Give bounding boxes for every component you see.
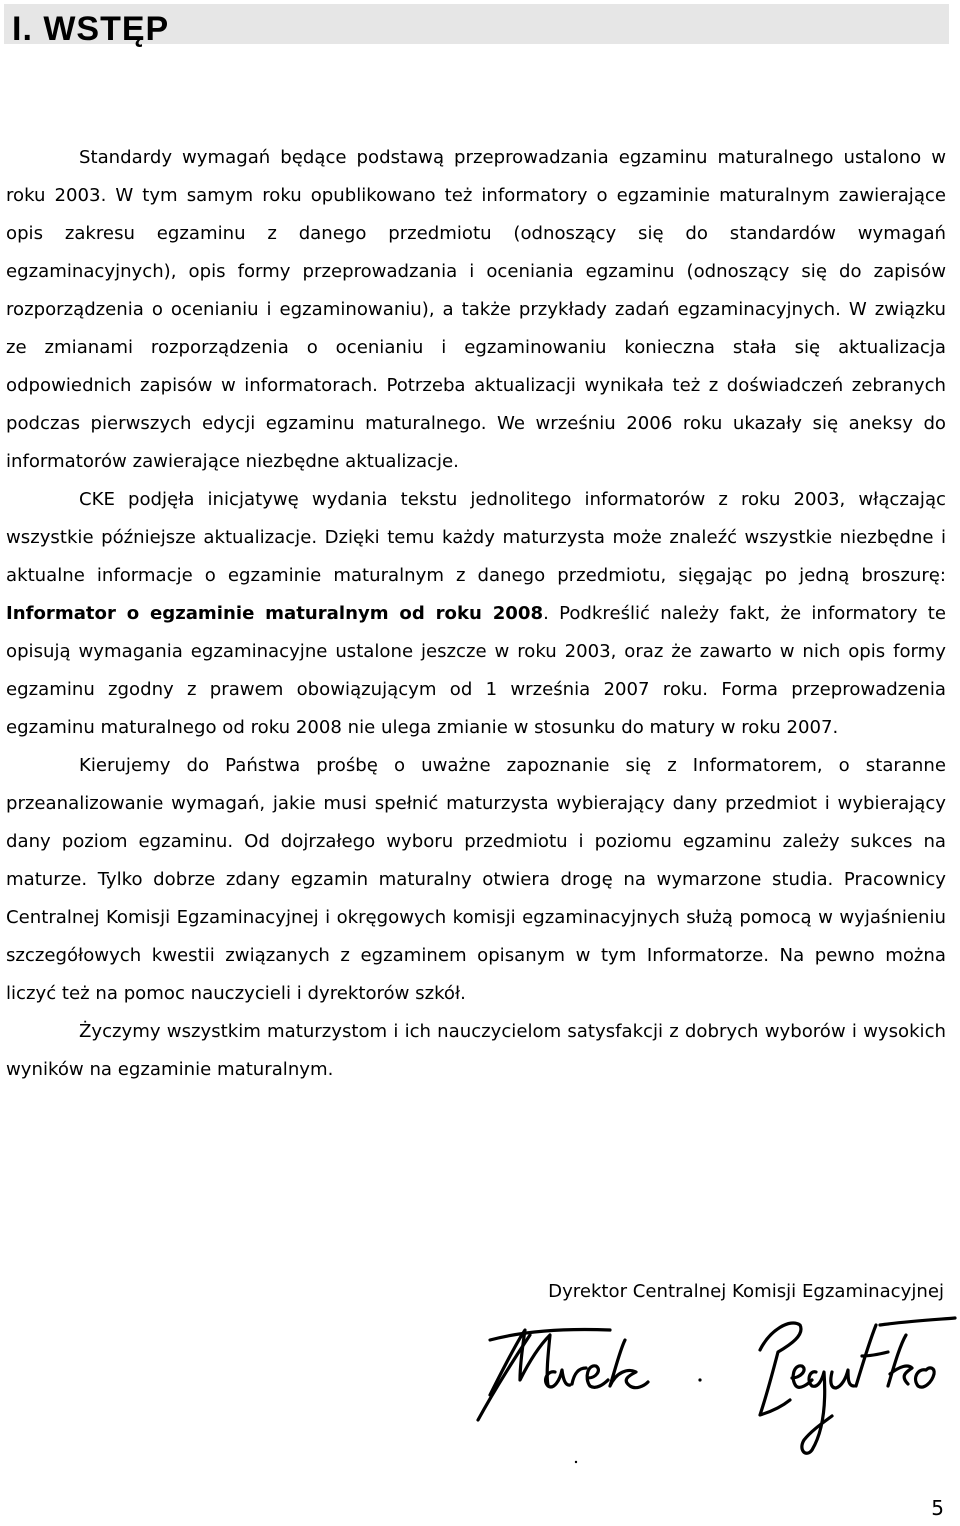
paragraph-text: . Podkreślić należy fakt, że informatory te opisują wymagania egzaminacyjne ustalone jeszcze w roku 2003, oraz że zawarto w nich opis formy egzaminu zgodny z prawem obowiązującym od 1 września 2007 roku. Forma przeprowadzenia egzaminu maturalnego od roku 2008 nie ulega zmianie w stosunku do matury w roku 2007.	[6, 603, 946, 738]
section-heading: I. WSTĘP	[12, 10, 170, 48]
paragraph	[6, 1013, 946, 1089]
publication-title: Informator o egzaminie maturalnym od roku 2008	[6, 603, 544, 624]
paragraph-text: Kierujemy do Państwa prośbę o uważne zapoznanie się z Informatorem, o staranne przeanalizowanie wymagań, jakie musi spełnić maturzysta wybierający dany przedmiot i wybierający dany poziom egzaminu. Od dojrzałego wyboru przedmiotu i poziomu egzaminu zależy sukces na maturze. Tylko dobrze zdany egzamin maturalny otwiera drogę na wymarzone studia. Pracownicy Centralnej Komisji Egzaminacyjnej i okręgowych komisji egzaminacyjnych służą pomocą w wyjaśnieniu szczegółowych kwestii związanych z egzaminem opisanym w tym Informatorze. Na pewno można liczyć też na pomoc nauczycieli i dyrektorów szkół.	[6, 755, 946, 1004]
signature-title: Dyrektor Centralnej Komisji Egzaminacyjnej	[548, 1281, 944, 1302]
paragraph	[6, 747, 946, 1013]
document-body	[6, 139, 946, 1089]
paragraph-text: Życzymy wszystkim maturzystom i ich nauczycielom satysfakcji z dobrych wyborów i wysokich wyników na egzaminie maturalnym.	[6, 1021, 946, 1080]
paragraph	[6, 481, 946, 747]
paragraph-text: CKE podjęła inicjatywę wydania tekstu jednolitego informatorów z roku 2003, włączając wszystkie późniejsze aktualizacje. Dzięki temu każdy maturzysta może znaleźć wszystkie niezbędne i aktualne informacje o egzaminie maturalnym z danego przedmiotu, sięgając po jedną broszurę:	[6, 489, 946, 586]
handwritten-signature	[460, 1300, 960, 1470]
paragraph-text: Standardy wymagań będące podstawą przeprowadzania egzaminu maturalnego ustalono w roku 2003. W tym samym roku opublikowano też informatory o egzaminie maturalnym zawierające opis zakresu egzaminu z danego przedmiotu (odnoszący się do standardów wymagań egzaminacyjnych), opis formy przeprowadzania i oceniania egzaminu (odnoszący się do zapisów rozporządzenia o ocenianiu i egzaminowaniu), a także przykłady zadań egzaminacyjnych. W związku ze zmianami rozporządzenia o ocenianiu i egzaminowaniu konieczna stała się aktualizacja odpowiednich zapisów w informatorach. Potrzeba aktualizacji wynikała też z doświadczeń zebranych podczas pierwszych edycji egzaminu maturalnego. We wrześniu 2006 roku ukazały się aneksy do informatorów zawierające niezbędne aktualizacje.	[6, 147, 946, 472]
page-number: 5	[931, 1496, 944, 1520]
paragraph	[6, 139, 946, 481]
section-heading-bar	[4, 4, 949, 48]
